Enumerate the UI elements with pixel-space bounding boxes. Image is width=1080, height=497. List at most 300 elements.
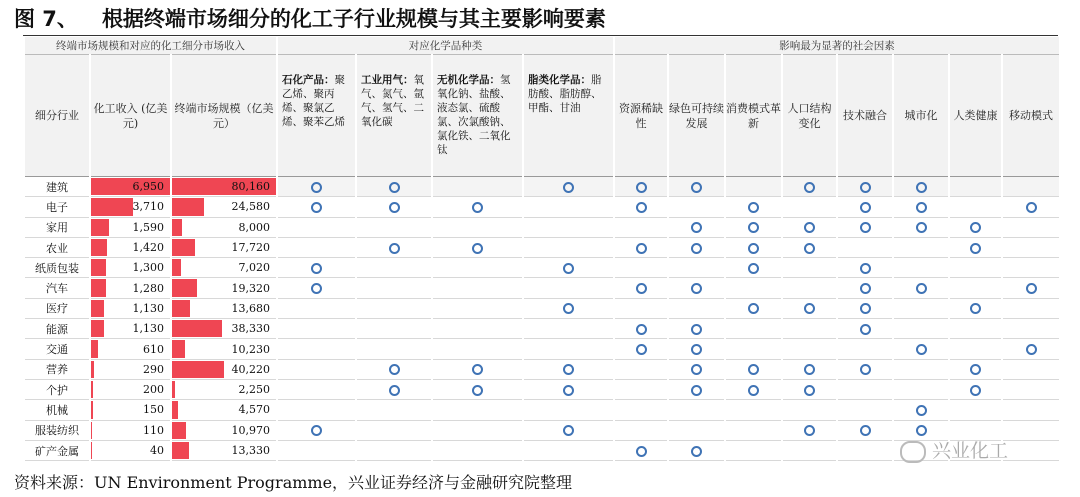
chem-revenue-cell	[90, 177, 171, 197]
chem-type-label: 石化产品：	[282, 74, 335, 86]
circle-marker-icon	[804, 364, 815, 375]
factor-cell	[949, 400, 1002, 420]
chem-revenue-cell	[90, 420, 171, 440]
circle-marker-icon	[916, 344, 927, 355]
chem-type-cell	[277, 440, 356, 460]
chem-type-cell	[523, 217, 614, 237]
chem-revenue-cell	[90, 217, 171, 237]
circle-marker-icon	[748, 243, 759, 254]
industry-name: 农业	[24, 237, 90, 257]
chem-type-cell	[356, 237, 432, 257]
factor-cell	[837, 359, 893, 379]
chem-type-items: 聚乙烯、聚丙烯、聚氯乙烯、聚苯乙烯	[282, 74, 346, 128]
market-size-cell	[171, 420, 277, 440]
factor-cell	[1002, 319, 1059, 339]
industry-name: 服装纺织	[24, 420, 90, 440]
factor-cell	[1002, 197, 1059, 217]
chem-revenue-bar	[91, 300, 104, 317]
chem-type-cell	[356, 420, 432, 440]
chem-revenue-bar	[91, 259, 106, 276]
header-group-market: 终端市场规模和对应的化工细分市场收入	[24, 37, 277, 55]
factor-cell	[725, 298, 782, 318]
chem-revenue-bar	[91, 401, 93, 418]
circle-marker-icon	[916, 182, 927, 193]
factor-cell	[782, 237, 837, 257]
factor-cell	[893, 359, 949, 379]
market-size-cell	[171, 278, 277, 298]
col-header-market-size: 终端市场规模（亿美元）	[171, 55, 277, 177]
circle-marker-icon	[636, 182, 647, 193]
circle-marker-icon	[804, 425, 815, 436]
chem-type-items: 脂肪酸、脂肪醇、甲酯、甘油	[528, 74, 602, 114]
header-group-factors: 影响最为显著的社会因素	[614, 37, 1059, 55]
factor-cell	[949, 379, 1002, 399]
factor-cell	[614, 339, 668, 359]
chem-type-cell	[356, 440, 432, 460]
circle-marker-icon	[311, 182, 322, 193]
chem-revenue-bar	[91, 219, 109, 236]
factor-cell	[1002, 440, 1059, 460]
factor-cell	[949, 217, 1002, 237]
industry-name: 矿产金属	[24, 440, 90, 460]
table-row	[24, 379, 1059, 399]
market-size-bar	[172, 198, 204, 215]
factor-cell	[949, 278, 1002, 298]
chem-type-cell	[432, 400, 523, 420]
circle-marker-icon	[1026, 283, 1037, 294]
factor-cell	[1002, 359, 1059, 379]
circle-marker-icon	[636, 344, 647, 355]
figure-number: 图 7、	[14, 7, 78, 31]
chem-revenue-value: 1,590	[132, 220, 164, 234]
factor-cell	[725, 319, 782, 339]
top-rule	[23, 35, 1058, 36]
circle-marker-icon	[748, 385, 759, 396]
market-size-bar	[172, 259, 181, 276]
chem-type-cell	[523, 258, 614, 278]
chem-type-cell	[432, 237, 523, 257]
col-header-chem-revenue: 化工收入 (亿美元)	[90, 55, 171, 177]
chem-type-label: 无机化学品：	[437, 74, 501, 86]
factor-cell	[837, 379, 893, 399]
circle-marker-icon	[563, 303, 574, 314]
chem-revenue-value: 1,300	[132, 261, 164, 275]
market-size-cell	[171, 359, 277, 379]
factor-cell	[725, 339, 782, 359]
factor-cell	[893, 400, 949, 420]
factor-cell	[725, 379, 782, 399]
factor-cell	[614, 278, 668, 298]
chem-revenue-value: 610	[143, 342, 164, 356]
factor-cell	[782, 319, 837, 339]
chem-type-cell	[356, 177, 432, 197]
chem-revenue-value: 1,420	[132, 241, 164, 255]
chem-type-cell	[277, 278, 356, 298]
factor-cell	[614, 379, 668, 399]
market-size-cell	[171, 258, 277, 278]
chem-type-cell	[356, 278, 432, 298]
factor-cell	[614, 440, 668, 460]
chem-revenue-value: 40	[150, 444, 164, 457]
chem-type-cell	[356, 379, 432, 399]
industry-name: 交通	[24, 339, 90, 359]
factor-cell	[949, 298, 1002, 318]
chem-type-cell	[523, 379, 614, 399]
chem-type-cell	[277, 217, 356, 237]
chem-type-items: 氧气、氮气、氩气、氢气、二氧化碳	[361, 74, 425, 128]
factor-cell	[782, 197, 837, 217]
circle-marker-icon	[804, 243, 815, 254]
table-row	[24, 278, 1059, 298]
chem-revenue-value: 1,280	[132, 281, 164, 295]
factor-cell	[949, 359, 1002, 379]
circle-marker-icon	[916, 425, 927, 436]
factor-cell	[668, 379, 725, 399]
header-group-row	[24, 37, 1059, 55]
factor-cell	[837, 319, 893, 339]
figure-title	[14, 4, 606, 34]
chem-type-cell	[356, 298, 432, 318]
circle-marker-icon	[860, 202, 871, 213]
market-size-bar	[172, 219, 182, 236]
circle-marker-icon	[916, 202, 927, 213]
market-size-value: 2,250	[238, 383, 271, 397]
market-size-bar	[172, 300, 190, 317]
factor-cell	[949, 197, 1002, 217]
chem-type-cell	[277, 237, 356, 257]
factor-cell	[1002, 258, 1059, 278]
circle-marker-icon	[389, 364, 400, 375]
industry-name: 营养	[24, 359, 90, 379]
chem-revenue-bar	[91, 340, 98, 357]
market-size-value: 40,220	[231, 362, 271, 376]
factor-cell	[668, 237, 725, 257]
factor-cell	[614, 319, 668, 339]
chem-revenue-value: 110	[143, 423, 164, 437]
factor-cell	[782, 420, 837, 440]
circle-marker-icon	[970, 222, 981, 233]
circle-marker-icon	[389, 243, 400, 254]
circle-marker-icon	[472, 243, 483, 254]
market-size-value: 13,680	[231, 301, 271, 315]
chem-type-cell	[277, 339, 356, 359]
circle-marker-icon	[691, 385, 702, 396]
source-note: 资料来源：UN Environment Programme，兴业证券经济与金融研究院整理	[14, 473, 573, 492]
factor-cell	[837, 197, 893, 217]
factor-cell	[725, 359, 782, 379]
market-size-cell	[171, 379, 277, 399]
table-row	[24, 217, 1059, 237]
chem-revenue-cell	[90, 379, 171, 399]
market-size-cell	[171, 298, 277, 318]
watermark	[900, 436, 1008, 463]
circle-marker-icon	[691, 283, 702, 294]
chem-type-cell	[432, 278, 523, 298]
table-row	[24, 400, 1059, 420]
factor-cell	[949, 258, 1002, 278]
factor-cell	[725, 217, 782, 237]
market-size-value: 24,580	[231, 200, 271, 214]
chem-type-cell	[432, 440, 523, 460]
factor-cell	[668, 339, 725, 359]
market-size-bar	[172, 340, 185, 357]
chem-type-cell	[356, 400, 432, 420]
factor-cell	[614, 237, 668, 257]
market-size-bar	[172, 381, 175, 398]
factor-cell	[949, 339, 1002, 359]
chem-type-cell	[356, 359, 432, 379]
chem-revenue-cell	[90, 197, 171, 217]
chem-revenue-bar	[91, 361, 94, 378]
chem-revenue-cell	[90, 400, 171, 420]
circle-marker-icon	[691, 446, 702, 457]
col-header-factor-7: 移动模式	[1002, 55, 1059, 177]
factor-cell	[668, 197, 725, 217]
chem-revenue-value: 150	[143, 403, 164, 417]
chem-type-cell	[277, 258, 356, 278]
market-size-bar	[172, 279, 197, 296]
col-header-factor-4: 技术融合	[837, 55, 893, 177]
factor-cell	[949, 177, 1002, 197]
circle-marker-icon	[691, 344, 702, 355]
chem-revenue-bar	[91, 381, 93, 398]
circle-marker-icon	[860, 324, 871, 335]
factor-cell	[668, 298, 725, 318]
circle-marker-icon	[563, 364, 574, 375]
table-row	[24, 319, 1059, 339]
factor-cell	[837, 237, 893, 257]
chem-revenue-bar	[91, 279, 106, 296]
col-header-factor-1: 绿色可持续发展	[668, 55, 725, 177]
market-size-cell	[171, 339, 277, 359]
table-row	[24, 359, 1059, 379]
factor-cell	[893, 379, 949, 399]
chem-type-cell	[523, 177, 614, 197]
chem-type-label: 工业用气：	[361, 74, 414, 86]
chem-type-cell	[277, 420, 356, 440]
circle-marker-icon	[970, 385, 981, 396]
chem-type-cell	[277, 400, 356, 420]
circle-marker-icon	[970, 303, 981, 314]
chem-type-cell	[356, 319, 432, 339]
industry-name: 医疗	[24, 298, 90, 318]
industry-name: 纸质包装	[24, 258, 90, 278]
market-size-bar	[172, 361, 224, 378]
chem-type-cell	[277, 319, 356, 339]
circle-marker-icon	[860, 425, 871, 436]
chem-type-cell	[432, 420, 523, 440]
factor-cell	[1002, 298, 1059, 318]
market-size-value: 10,230	[231, 342, 271, 356]
factor-cell	[668, 258, 725, 278]
factor-cell	[782, 339, 837, 359]
circle-marker-icon	[748, 202, 759, 213]
circle-marker-icon	[860, 283, 871, 294]
circle-marker-icon	[691, 243, 702, 254]
factor-cell	[725, 420, 782, 440]
factor-cell	[668, 278, 725, 298]
chem-revenue-bar	[91, 320, 104, 337]
circle-marker-icon	[311, 263, 322, 274]
market-size-bar	[172, 422, 186, 439]
chem-type-cell	[432, 298, 523, 318]
market-size-value: 13,330	[231, 444, 271, 457]
market-size-cell	[171, 319, 277, 339]
chem-revenue-value: 290	[143, 362, 164, 376]
col-header-factor-5: 城市化	[893, 55, 949, 177]
factor-cell	[837, 420, 893, 440]
industry-name: 机械	[24, 400, 90, 420]
chem-revenue-value: 1,130	[132, 322, 164, 336]
circle-marker-icon	[636, 202, 647, 213]
circle-marker-icon	[389, 385, 400, 396]
circle-marker-icon	[916, 283, 927, 294]
wechat-icon	[900, 441, 926, 463]
industry-name: 家用	[24, 217, 90, 237]
circle-marker-icon	[472, 364, 483, 375]
market-size-value: 10,970	[231, 423, 271, 437]
circle-marker-icon	[389, 202, 400, 213]
table-row	[24, 258, 1059, 278]
factor-cell	[725, 278, 782, 298]
chem-type-cell	[432, 339, 523, 359]
col-header-factor-2: 消费模式革新	[725, 55, 782, 177]
market-size-value: 7,020	[238, 261, 271, 275]
chem-revenue-cell	[90, 339, 171, 359]
watermark-text: 兴业化工	[932, 440, 1009, 462]
factor-cell	[725, 197, 782, 217]
circle-marker-icon	[691, 364, 702, 375]
table-row	[24, 339, 1059, 359]
industry-table	[23, 37, 1059, 461]
circle-marker-icon	[1026, 344, 1037, 355]
factor-cell	[1002, 420, 1059, 440]
chem-type-cell	[523, 278, 614, 298]
circle-marker-icon	[860, 303, 871, 314]
circle-marker-icon	[311, 202, 322, 213]
factor-cell	[837, 298, 893, 318]
chem-type-cell	[523, 319, 614, 339]
col-header-chem-1	[356, 55, 432, 177]
circle-marker-icon	[1026, 202, 1037, 213]
col-header-factor-0: 资源稀缺性	[614, 55, 668, 177]
market-size-bar	[172, 442, 189, 459]
factor-cell	[725, 258, 782, 278]
figure-title-text: 根据终端市场细分的化工子行业规模与其主要影响要素	[101, 7, 606, 31]
factor-cell	[893, 217, 949, 237]
circle-marker-icon	[860, 182, 871, 193]
factor-cell	[837, 339, 893, 359]
circle-marker-icon	[916, 222, 927, 233]
market-size-value: 17,720	[231, 241, 271, 255]
circle-marker-icon	[636, 283, 647, 294]
chem-type-cell	[432, 359, 523, 379]
industry-name: 汽车	[24, 278, 90, 298]
chem-revenue-bar	[91, 422, 92, 439]
market-size-cell	[171, 400, 277, 420]
chem-type-cell	[432, 197, 523, 217]
factor-cell	[1002, 237, 1059, 257]
circle-marker-icon	[970, 243, 981, 254]
industry-name: 个护	[24, 379, 90, 399]
factor-cell	[614, 298, 668, 318]
table-row	[24, 197, 1059, 217]
circle-marker-icon	[691, 182, 702, 193]
chem-type-cell	[356, 339, 432, 359]
col-header-factor-6: 人类健康	[949, 55, 1002, 177]
chem-type-cell	[356, 197, 432, 217]
factor-cell	[782, 177, 837, 197]
market-size-cell	[171, 217, 277, 237]
factor-cell	[668, 319, 725, 339]
chem-revenue-bar	[91, 239, 107, 256]
circle-marker-icon	[748, 303, 759, 314]
factor-cell	[782, 298, 837, 318]
market-size-bar	[172, 320, 222, 337]
factor-cell	[782, 258, 837, 278]
factor-cell	[614, 420, 668, 440]
chem-type-items: 氢氧化钠、盐酸、液态氯、硫酸氯、次氯酸钠、氯化铁、二氧化钛	[437, 74, 511, 156]
circle-marker-icon	[804, 385, 815, 396]
circle-marker-icon	[691, 222, 702, 233]
chem-type-cell	[432, 217, 523, 237]
factor-cell	[837, 278, 893, 298]
header-row	[24, 55, 1059, 177]
factor-cell	[782, 278, 837, 298]
chem-type-cell	[277, 298, 356, 318]
chem-type-cell	[277, 359, 356, 379]
factor-cell	[837, 440, 893, 460]
chem-type-cell	[277, 177, 356, 197]
factor-cell	[668, 217, 725, 237]
factor-cell	[782, 359, 837, 379]
chem-revenue-value: 6,950	[132, 180, 164, 194]
circle-marker-icon	[748, 263, 759, 274]
factor-cell	[668, 359, 725, 379]
table-row	[24, 298, 1059, 318]
market-size-bar	[172, 401, 178, 418]
circle-marker-icon	[804, 222, 815, 233]
market-size-cell	[171, 237, 277, 257]
factor-cell	[893, 177, 949, 197]
chem-revenue-value: 1,130	[132, 301, 164, 315]
factor-cell	[725, 177, 782, 197]
factor-cell	[837, 217, 893, 237]
factor-cell	[725, 237, 782, 257]
market-size-value: 4,570	[238, 403, 271, 417]
circle-marker-icon	[389, 182, 400, 193]
market-size-value: 8,000	[238, 220, 271, 234]
chem-revenue-cell	[90, 237, 171, 257]
circle-marker-icon	[970, 364, 981, 375]
circle-marker-icon	[311, 425, 322, 436]
chem-type-cell	[523, 440, 614, 460]
circle-marker-icon	[748, 364, 759, 375]
factor-cell	[949, 319, 1002, 339]
circle-marker-icon	[748, 222, 759, 233]
industry-name: 能源	[24, 319, 90, 339]
col-header-chem-0	[277, 55, 356, 177]
factor-cell	[614, 359, 668, 379]
factor-cell	[614, 400, 668, 420]
chem-type-cell	[523, 359, 614, 379]
chem-type-cell	[523, 237, 614, 257]
circle-marker-icon	[860, 364, 871, 375]
chem-type-label: 脂类化学品：	[528, 74, 592, 86]
chem-revenue-cell	[90, 319, 171, 339]
factor-cell	[668, 400, 725, 420]
circle-marker-icon	[636, 243, 647, 254]
